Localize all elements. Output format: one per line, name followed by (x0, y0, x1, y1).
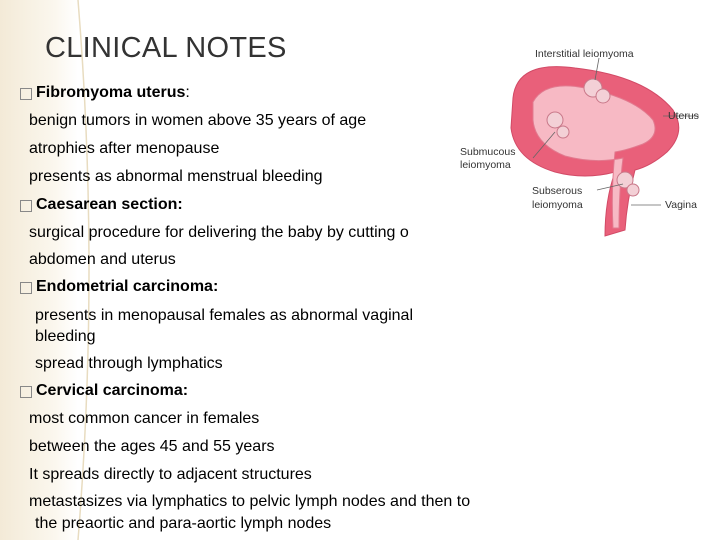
label-submucous: Submucous (460, 146, 516, 158)
section-line: between the ages 45 and 55 years (29, 438, 275, 455)
bullet-icon (20, 386, 32, 398)
section-line: atrophies after menopause (29, 140, 220, 157)
section-heading-caesarean: Caesarean section: (36, 196, 183, 213)
section-line: metastasizes via lymphatics to pelvic lymph nodes and then to (29, 493, 471, 510)
label-subserous-leiomyoma: leiomyoma (532, 199, 583, 211)
slide-title: CLINICAL NOTES (45, 32, 287, 64)
bullet-icon (20, 88, 32, 100)
section-line: benign tumors in women above 35 years of age (29, 112, 367, 129)
section-line: bleeding (35, 328, 96, 345)
label-submucous-leiomyoma: leiomyoma (460, 159, 511, 171)
section-heading-cervical: Cervical carcinoma: (36, 382, 189, 399)
section-line: surgical procedure for delivering the baby by cutting o (29, 224, 409, 241)
label-uterus: Uterus (668, 110, 699, 122)
section-heading-endometrial: Endometrial carcinoma: (36, 278, 219, 295)
section-line: most common cancer in females (29, 410, 260, 427)
bullet-icon (20, 282, 32, 294)
section-line: spread through lymphatics (35, 355, 223, 372)
section-heading-fibromyoma: Fibromyoma uterus: (36, 84, 190, 101)
section-line: presents as abnormal menstrual bleeding (29, 168, 323, 185)
label-interstitial-leiomyoma: Interstitial leiomyoma (535, 48, 634, 60)
section-line: abdomen and uterus (29, 251, 176, 268)
section-line: presents in menopausal females as abnormal vaginal (35, 307, 413, 324)
bullet-icon (20, 200, 32, 212)
label-vagina: Vagina (665, 199, 697, 211)
uterus-leiomyoma-diagram (455, 40, 715, 255)
section-line: the preaortic and para-aortic lymph nodes (35, 515, 332, 532)
section-line: It spreads directly to adjacent structures (29, 466, 312, 483)
label-subserous: Subserous (532, 185, 583, 197)
